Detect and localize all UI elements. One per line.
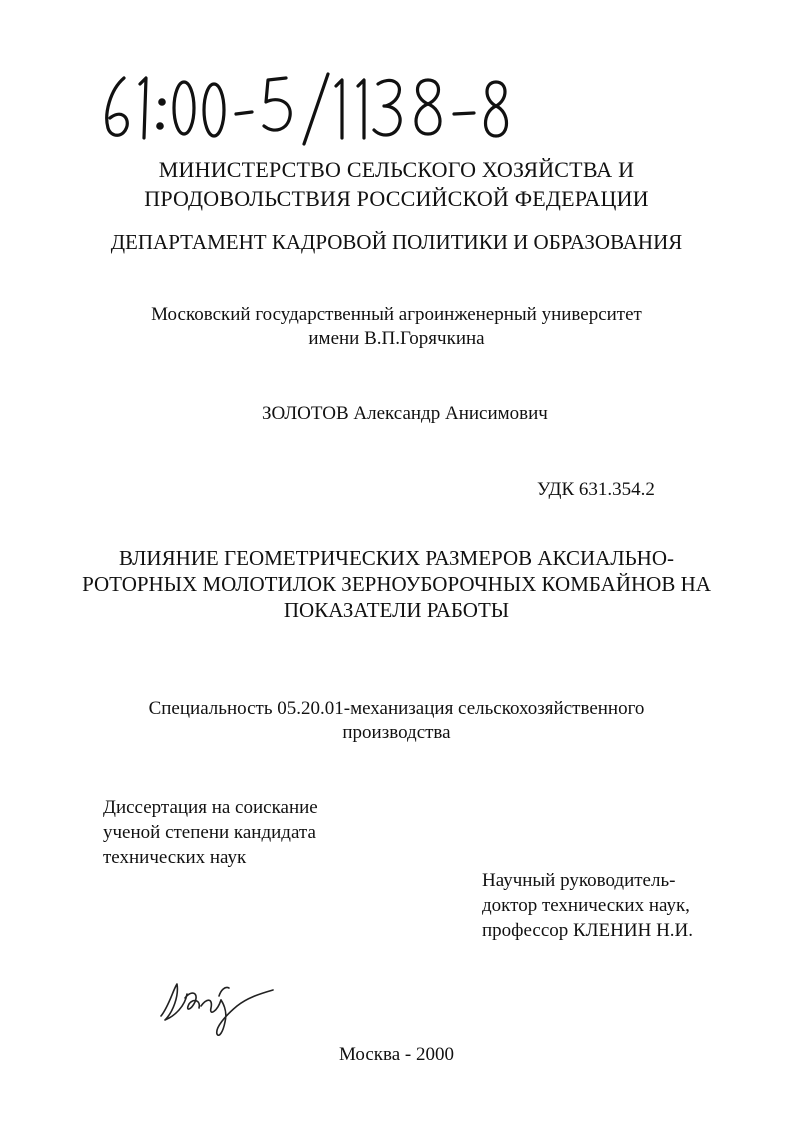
dissertation-line-1: Диссертация на соискание <box>103 797 318 818</box>
udk-code: УДК 631.354.2 <box>537 479 655 500</box>
ministry-line-1: МИНИСТЕРСТВО СЕЛЬСКОГО ХОЗЯЙСТВА И <box>158 157 635 182</box>
scientific-supervisor <box>482 868 693 943</box>
supervisor-line-3: профессор КЛЕНИН Н.И. <box>482 920 694 941</box>
ministry-heading <box>0 155 793 213</box>
supervisor-line-1: Научный руководитель- <box>482 870 676 891</box>
thesis-title <box>0 545 793 623</box>
ministry-line-2: ПРОДОВОЛЬСТВИЯ РОССИЙСКОЙ ФЕДЕРАЦИИ <box>144 186 649 211</box>
handwritten-catalog-number <box>96 68 516 148</box>
dissertation-line-2: ученой степени кандидата <box>103 822 316 843</box>
dissertation-line-3: технических наук <box>103 847 247 868</box>
title-line-1: ВЛИЯНИЕ ГЕОМЕТРИЧЕСКИХ РАЗМЕРОВ АКСИАЛЬНО- <box>118 546 675 570</box>
dissertation-degree <box>103 795 318 870</box>
signature <box>155 976 280 1041</box>
university-name <box>0 303 793 351</box>
university-line-1: Московский государственный агроинженерный университет <box>151 304 642 325</box>
supervisor-line-2: доктор технических наук, <box>482 895 690 916</box>
department-heading: ДЕПАРТАМЕНТ КАДРОВОЙ ПОЛИТИКИ И ОБРАЗОВАНИЯ <box>110 230 683 254</box>
author-name: ЗОЛОТОВ Александр Анисимович <box>262 403 548 424</box>
title-line-2: РОТОРНЫХ МОЛОТИЛОК ЗЕРНОУБОРОЧНЫХ КОМБАЙНОВ НА <box>82 572 711 596</box>
specialty-line-1: Специальность 05.20.01-механизация сельскохозяйственного <box>148 698 645 719</box>
university-line-2: имени В.П.Горячкина <box>308 328 485 349</box>
specialty <box>0 697 793 745</box>
city-and-year: Москва - 2000 <box>338 1044 455 1065</box>
specialty-line-2: производства <box>342 722 451 743</box>
title-line-3: ПОКАЗАТЕЛИ РАБОТЫ <box>283 598 510 622</box>
